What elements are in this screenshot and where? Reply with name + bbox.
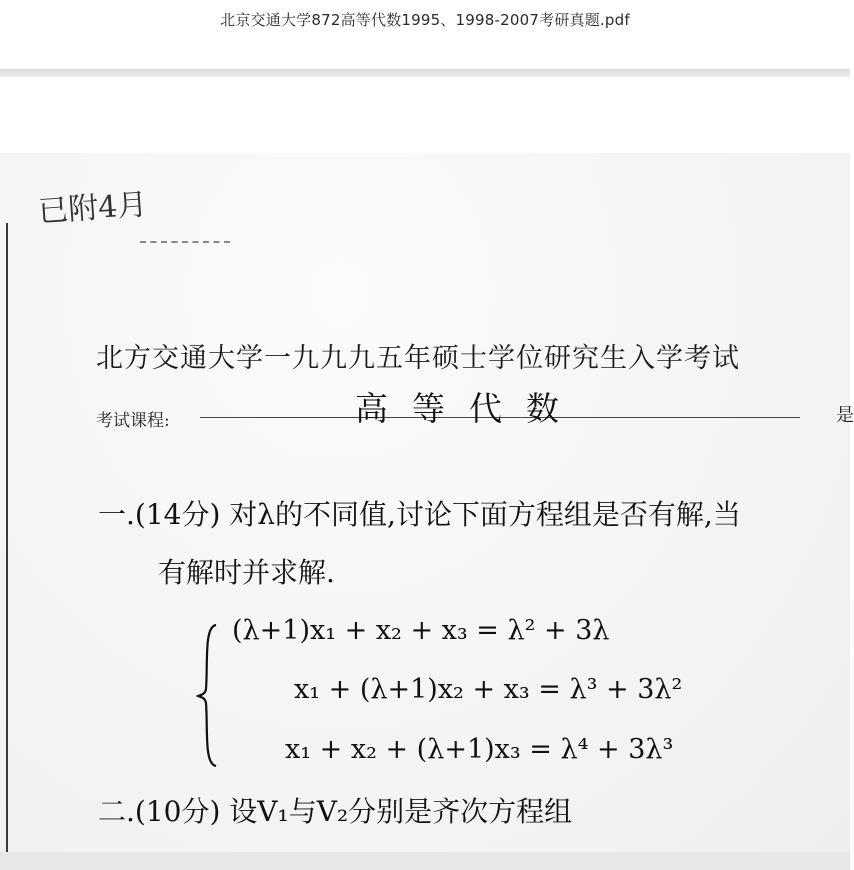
exam-header: 北方交通大学一九九九五年硕士学位研究生入学考试 — [96, 343, 740, 374]
course-extra: 是 — [836, 405, 854, 426]
course-label: 考试课程: — [96, 411, 170, 431]
equation-1: (λ+1)x₁ + x₂ + x₃ = λ² + 3λ — [232, 615, 610, 646]
page-edge-line — [6, 223, 8, 853]
document-title: 北京交通大学872高等代数1995、1998-2007考研真题.pdf — [220, 11, 630, 29]
scanned-page — [0, 153, 854, 853]
question-2: 二.(10分) 设V₁与V₂分别是齐次方程组 — [98, 795, 573, 828]
question-1-line-1: 一.(14分) 对λ的不同值,讨论下面方程组是否有解,当 — [98, 498, 741, 531]
bottom-strip — [0, 852, 850, 870]
dashed-mark — [140, 241, 230, 243]
equation-brace — [196, 623, 220, 768]
question-1-line-2: 有解时并求解. — [158, 556, 335, 589]
course-name: 高等代数 — [355, 389, 583, 428]
equation-3: x₁ + x₂ + (λ+1)x₃ = λ⁴ + 3λ³ — [285, 734, 674, 765]
equation-2: x₁ + (λ+1)x₂ + x₃ = λ³ + 3λ² — [294, 674, 683, 705]
title-separator — [0, 69, 850, 77]
handwritten-stamp: 已附4月 — [37, 187, 149, 230]
document-viewer[interactable] — [0, 77, 854, 853]
document-title-bar — [0, 0, 850, 70]
